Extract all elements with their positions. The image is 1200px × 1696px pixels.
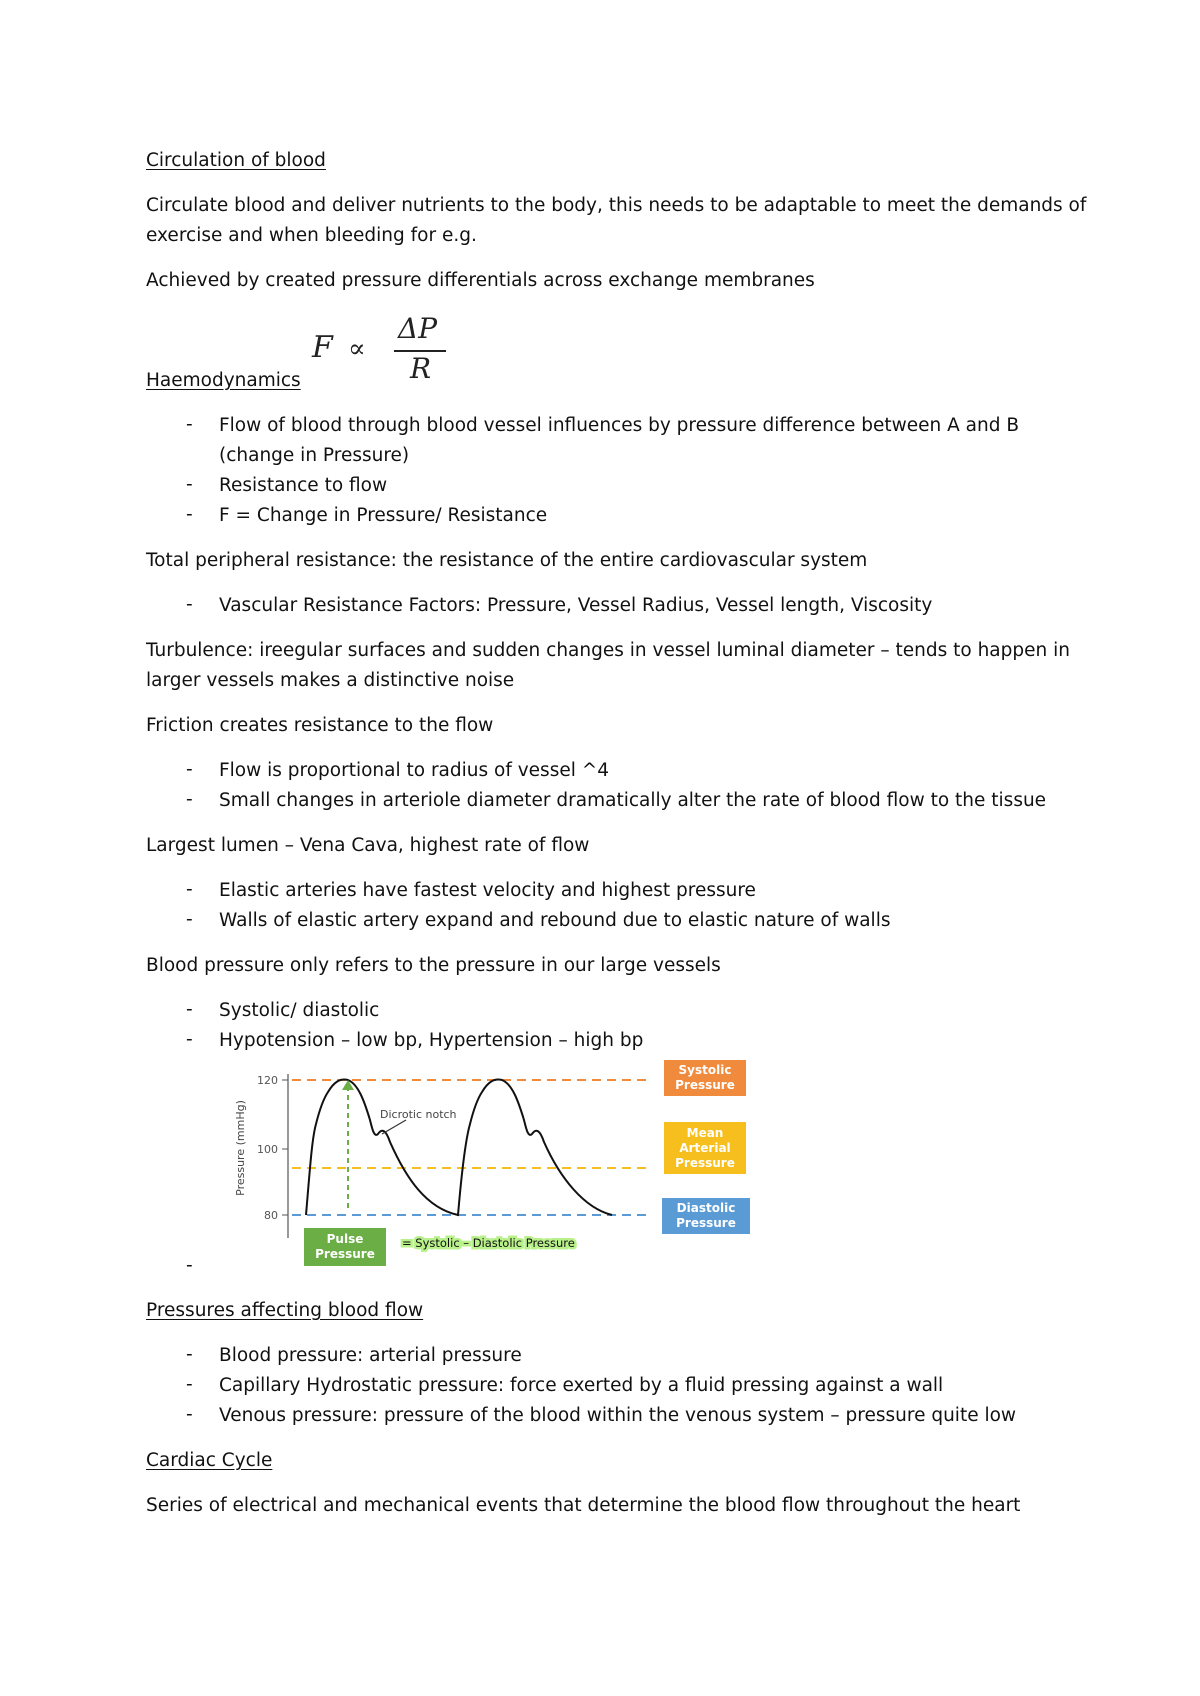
pressure-waveform: [306, 1080, 612, 1216]
bp-bullet-1: Systolic/ diastolic: [219, 1000, 380, 1021]
bullet-dash: -: [186, 1344, 193, 1365]
formula-lhs: F: [312, 330, 333, 365]
friction-paragraph: Friction creates resistance to the flow: [146, 715, 494, 736]
formula-denominator: R: [410, 352, 432, 385]
formula-numerator: ΔP: [398, 312, 438, 345]
y-tick-label: 100: [257, 1143, 278, 1156]
lumen-bullet-2: Walls of elastic artery expand and rebound due to elastic nature of walls: [219, 910, 891, 931]
flow-formula: [312, 312, 452, 386]
haemo-bullet-1-cont: (change in Pressure): [219, 445, 410, 466]
bp-paragraph: Blood pressure only refers to the pressure in our large vessels: [146, 955, 721, 976]
pressures-heading: Pressures affecting blood flow: [146, 1300, 424, 1321]
bullet-dash: -: [186, 909, 193, 930]
bullet-dash: -: [186, 1255, 193, 1276]
bp-bullet-2: Hypotension – low bp, Hypertension – high bp: [219, 1030, 644, 1051]
achieved-paragraph: Achieved by created pressure differentials across exchange membranes: [146, 270, 815, 291]
y-axis-label: Pressure (mmHg): [234, 1100, 247, 1196]
lumen-paragraph: Largest lumen – Vena Cava, highest rate of flow: [146, 835, 590, 856]
bullet-dash: -: [186, 999, 193, 1020]
tpr-paragraph: Total peripheral resistance: the resistance of the entire cardiovascular system: [146, 550, 868, 571]
turbulence-line-2: larger vessels makes a distinctive noise: [146, 670, 515, 691]
y-tick-label: 80: [264, 1209, 278, 1222]
cardiac-cycle-paragraph: Series of electrical and mechanical events that determine the blood flow throughout the heart: [146, 1495, 1021, 1516]
bullet-dash: -: [186, 414, 193, 435]
bullet-dash: -: [186, 789, 193, 810]
bullet-dash: -: [186, 1029, 193, 1050]
bullet-dash: -: [186, 594, 193, 615]
cardiac-cycle-heading: Cardiac Cycle: [146, 1450, 273, 1471]
bullet-dash: -: [186, 474, 193, 495]
lumen-bullet-1: Elastic arteries have fastest velocity and highest pressure: [219, 880, 756, 901]
haemo-bullet-1: Flow of blood through blood vessel influences by pressure difference between A and B: [219, 415, 1020, 436]
pressures-bullet-1: Blood pressure: arterial pressure: [219, 1345, 522, 1366]
bullet-dash: -: [186, 1374, 193, 1395]
intro-line-2: exercise and when bleeding for e.g.: [146, 225, 477, 246]
bullet-dash: -: [186, 759, 193, 780]
notch-pointer: [382, 1120, 406, 1134]
haemo-bullet-2: Resistance to flow: [219, 475, 388, 496]
bullet-dash: -: [186, 1404, 193, 1425]
pulse-pressure-box: Pulse Pressure: [304, 1228, 386, 1266]
friction-bullet-2: Small changes in arteriole diameter dramatically alter the rate of blood flow to the tissue: [219, 790, 1047, 811]
pulse-pressure-formula: = Systolic – Diastolic Pressure: [402, 1236, 575, 1250]
friction-bullet-1: Flow is proportional to radius of vessel ^4: [219, 760, 610, 781]
mean-arterial-pressure-box: Mean Arterial Pressure: [664, 1122, 746, 1174]
turbulence-line-1: Turbulence: ireegular surfaces and sudden changes in vessel luminal diameter – tends to happen in: [146, 640, 1070, 661]
intro-line-1: Circulate blood and deliver nutrients to the body, this needs to be adaptable to meet the demands of: [146, 195, 1087, 216]
dicrotic-notch-label: Dicrotic notch: [380, 1108, 457, 1121]
pressures-bullet-3: Venous pressure: pressure of the blood within the venous system – pressure quite low: [219, 1405, 1017, 1426]
tpr-bullet: Vascular Resistance Factors: Pressure, Vessel Radius, Vessel length, Viscosity: [219, 595, 933, 616]
formula-proportional-symbol: ∝: [348, 334, 366, 364]
bullet-dash: -: [186, 504, 193, 525]
haemodynamics-heading: Haemodynamics: [146, 370, 301, 391]
page-title: Circulation of blood: [146, 150, 326, 171]
bp-waveform-figure: [230, 1058, 760, 1274]
diastolic-pressure-box: Diastolic Pressure: [662, 1198, 750, 1234]
y-tick-label: 120: [257, 1074, 278, 1087]
pressures-bullet-2: Capillary Hydrostatic pressure: force exerted by a fluid pressing against a wall: [219, 1375, 944, 1396]
bullet-dash: -: [186, 879, 193, 900]
haemo-bullet-3: F = Change in Pressure/ Resistance: [219, 505, 548, 526]
systolic-pressure-box: Systolic Pressure: [664, 1060, 746, 1096]
